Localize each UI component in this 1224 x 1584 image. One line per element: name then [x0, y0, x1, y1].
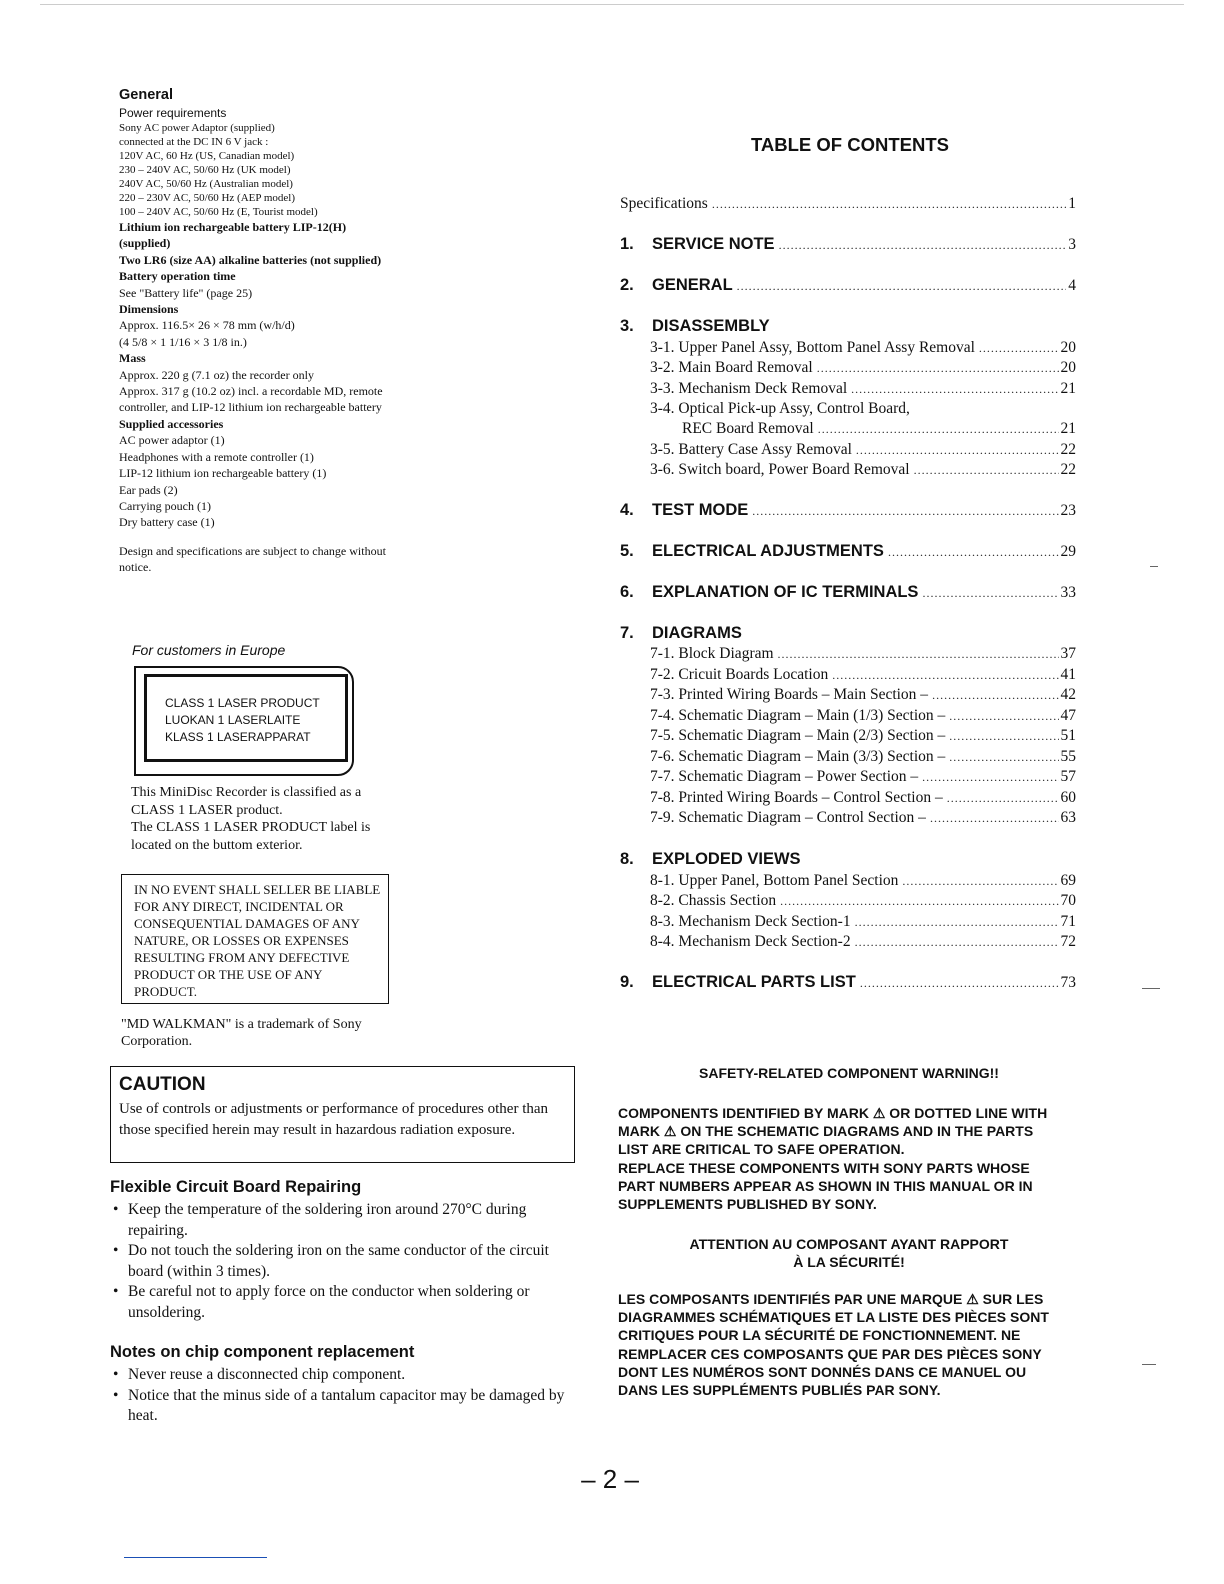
list-item: • Do not touch the soldering iron on the same conductor of the circuit board (within 3 times). — [110, 1241, 576, 1282]
toc-subentry-line[interactable]: 3-4. Optical Pick-up Assy, Control Board, — [650, 400, 910, 417]
safety-title-fr: ATTENTION AU COMPOSANT AYANT RAPPORT À LA SÉCURITÉ! — [689, 1236, 1009, 1271]
safety-warning-en — [618, 1104, 1080, 1213]
toc-subentry[interactable]: 8-4. Mechanism Deck Section-2 ..... 72 — [650, 933, 1076, 951]
bottom-link-line — [124, 1557, 267, 1558]
toc-subentry[interactable]: 7-3. Printed Wiring Boards – Main Section – ..... 42 — [650, 686, 1076, 704]
safety-title: SAFETY-RELATED COMPONENT WARNING!! — [699, 1065, 999, 1081]
accessory-item: LIP-12 lithium ion rechargeable battery (1) — [119, 466, 327, 481]
caution-title: CAUTION — [119, 1074, 206, 1095]
toc-subentry[interactable]: 8-3. Mechanism Deck Section-1 ..... 71 — [650, 913, 1076, 931]
laser-label-line: LUOKAN 1 LASERLAITE — [165, 713, 301, 727]
warning-line: LES COMPOSANTS IDENTIFIÉS PAR UNE MARQUE ⚠ SUR LES — [618, 1291, 1044, 1307]
toc-heading-disassembly[interactable]: 3. DISASSEMBLY — [620, 317, 770, 335]
general-specs — [119, 86, 399, 576]
toc-subentry[interactable]: 7-2. Cricuit Boards Location ..... 41 — [650, 666, 1076, 684]
flexible-board-section — [110, 1176, 576, 1323]
scan-mark — [1142, 1364, 1156, 1365]
battery-operation-title: Battery operation time — [119, 269, 236, 284]
list-item: • Never reuse a disconnected chip component. — [110, 1365, 576, 1386]
dimensions-title: Dimensions — [119, 302, 179, 317]
warning-line: DANS LES SUPPLÉMENTS PUBLIÉS PAR SONY. — [618, 1382, 941, 1399]
mass-line: Approx. 317 g (10.2 oz) incl. a recordable MD, remote controller, and LIP-12 lithium ion rechargeable battery — [119, 384, 383, 415]
dimensions-line: (4 5/8 × 1 1/16 × 3 1/8 in.) — [119, 334, 247, 349]
toc-subentry[interactable]: 7-5. Schematic Diagram – Main (2/3) Section – ..... 51 — [650, 727, 1076, 745]
accessory-item: AC power adaptor (1) — [119, 433, 225, 448]
list-item: • Be careful not to apply force on the conductor when soldering or unsoldering. — [110, 1282, 576, 1323]
power-line: 120V AC, 60 Hz (US, Canadian model) — [119, 150, 295, 162]
warning-line: SUPPLEMENTS PUBLISHED BY SONY. — [618, 1196, 877, 1213]
laser-label-line: KLASS 1 LASERAPPARAT — [165, 730, 311, 744]
page-number: – 2 – — [581, 1464, 639, 1494]
design-note: Design and specifications are subject to change without notice. — [119, 543, 386, 575]
toc-entry-ic-terminals[interactable]: 6. EXPLANATION OF IC TERMINALS ..... 33 — [620, 583, 1076, 602]
laser-classification — [131, 784, 401, 854]
warning-line: REPLACE THESE COMPONENTS WITH SONY PARTS WHOSE — [618, 1159, 1030, 1176]
europe-heading: For customers in Europe — [132, 642, 286, 658]
toc-subentry[interactable]: REC Board Removal ..... 21 — [682, 420, 1076, 438]
scan-mark — [1142, 988, 1160, 989]
caution-box — [110, 1066, 575, 1163]
dimensions-line: Approx. 116.5× 26 × 78 mm (w/h/d) — [119, 318, 295, 333]
toc-subentry[interactable]: 8-1. Upper Panel, Bottom Panel Section ..... 69 — [650, 872, 1076, 890]
laser-label — [144, 674, 348, 762]
list-item: • Keep the temperature of the soldering iron around 270°C during repairing. — [110, 1200, 576, 1241]
lithium-battery: Lithium ion rechargeable battery LIP-12(H) (supplied) — [119, 220, 347, 251]
warning-line: MARK ⚠ ON THE SCHEMATIC DIAGRAMS AND IN THE PARTS — [618, 1123, 1034, 1140]
toc-title: TABLE OF CONTENTS — [750, 134, 949, 155]
toc-subentry[interactable]: 7-1. Block Diagram ..... 37 — [650, 645, 1076, 663]
warning-line: PART NUMBERS APPEAR AS SHOWN IN THIS MANUAL OR IN — [618, 1177, 1033, 1194]
toc-subentry[interactable]: 7-6. Schematic Diagram – Main (3/3) Section – ..... 55 — [650, 748, 1076, 766]
flexible-board-title: Flexible Circuit Board Repairing — [110, 1178, 362, 1196]
list-item: • Notice that the minus side of a tantalum capacitor may be damaged by heat. — [110, 1386, 576, 1427]
label-location-text: The CLASS 1 LASER PRODUCT label is located on the buttom exterior. — [131, 820, 371, 853]
accessory-item: Dry battery case (1) — [119, 515, 215, 530]
warning-line: COMPONENTS IDENTIFIED BY MARK ⚠ OR DOTTED LINE WITH — [618, 1105, 1048, 1121]
warning-line: DIAGRAMMES SCHÉMATIQUES ET LA LISTE DES PIÈCES SONT — [618, 1309, 1049, 1326]
power-line: 100 – 240V AC, 50/60 Hz (E, Tourist model) — [119, 206, 318, 218]
toc-subentry[interactable]: 3-1. Upper Panel Assy, Bottom Panel Assy Removal ..... 20 — [650, 339, 1076, 357]
general-title: General — [119, 87, 173, 103]
power-requirements-title: Power requirements — [119, 106, 227, 120]
warning-line: REMPLACER CES COMPOSANTS QUE PAR DES PIÈCES SONY — [618, 1345, 1042, 1362]
toc-entry-parts-list[interactable]: 9. ELECTRICAL PARTS LIST ..... 73 — [620, 973, 1076, 992]
warning-line: CRITIQUES POUR LA SÉCURITÉ DE FONCTIONNEMENT. NE — [618, 1327, 1021, 1344]
power-line: 230 – 240V AC, 50/60 Hz (UK model) — [119, 164, 291, 176]
warning-line: LIST ARE CRITICAL TO SAFE OPERATION. — [618, 1141, 905, 1158]
power-line: 220 – 230V AC, 50/60 Hz (AEP model) — [119, 192, 295, 204]
mass-title: Mass — [119, 351, 146, 366]
warning-line: DONT LES NUMÉROS SONT DONNÉS DANS CE MANUEL OU — [618, 1363, 1027, 1380]
power-line: connected at the DC IN 6 V jack : — [119, 136, 269, 148]
safety-warning-fr — [618, 1290, 1080, 1399]
accessory-item: Carrying pouch (1) — [119, 498, 211, 513]
toc-subentry[interactable]: 7-7. Schematic Diagram – Power Section – ..... 57 — [650, 768, 1076, 786]
trademark-note: "MD WALKMAN" is a trademark of Sony Corporation. — [121, 1017, 362, 1049]
power-line: 240V AC, 50/60 Hz (Australian model) — [119, 178, 293, 190]
toc-subentry[interactable]: 3-5. Battery Case Assy Removal ..... 22 — [650, 441, 1076, 459]
toc-subentry[interactable]: 7-8. Printed Wiring Boards – Control Section – ..... 60 — [650, 789, 1076, 807]
toc-entry-general[interactable]: 2. GENERAL ..... 4 — [620, 276, 1076, 295]
toc-subentry[interactable]: 7-9. Schematic Diagram – Control Section – ..... 63 — [650, 809, 1076, 827]
power-line: Sony AC power Adaptor (supplied) — [119, 122, 275, 134]
accessories-title: Supplied accessories — [119, 416, 224, 431]
liability-disclaimer: IN NO EVENT SHALL SELLER BE LIABLE FOR ANY DIRECT, INCIDENTAL OR CONSEQUENTIAL DAMAGES OF ANY NATURE, OR LOSSES OR EXPENSES RESULTING FROM ANY DEFECTIVE PRODUCT OR THE USE OF ANY PRODUCT. — [121, 874, 389, 1004]
accessory-item: Headphones with a remote controller (1) — [119, 449, 314, 464]
accessory-item: Ear pads (2) — [119, 482, 178, 497]
chip-component-section — [110, 1341, 576, 1427]
mass-line: Approx. 220 g (7.1 oz) the recorder only — [119, 367, 314, 382]
toc-subentry[interactable]: 3-2. Main Board Removal ..... 20 — [650, 359, 1076, 377]
chip-component-title: Notes on chip component replacement — [110, 1343, 415, 1361]
toc-subentry[interactable]: 3-6. Switch board, Power Board Removal ..... 22 — [650, 461, 1076, 479]
caution-text: Use of controls or adjustments or performance of procedures other than those specified herein may result in hazardous radiation exposure. — [119, 1101, 549, 1138]
toc-subentry[interactable]: 7-4. Schematic Diagram – Main (1/3) Section – ..... 47 — [650, 707, 1076, 725]
toc-entry-electrical-adjustments[interactable]: 5. ELECTRICAL ADJUSTMENTS ..... 29 — [620, 542, 1076, 561]
classification-text: This MiniDisc Recorder is classified as a CLASS 1 LASER product. — [131, 785, 362, 818]
toc-subentry[interactable]: 3-3. Mechanism Deck Removal ..... 21 — [650, 380, 1076, 398]
battery-operation-text: See "Battery life" (page 25) — [119, 285, 253, 300]
laser-label-line: CLASS 1 LASER PRODUCT — [165, 696, 320, 710]
toc-heading-exploded-views[interactable]: 8. EXPLODED VIEWS — [620, 850, 801, 868]
toc-entry-test-mode[interactable]: 4. TEST MODE ..... 23 — [620, 501, 1076, 520]
scan-mark — [1150, 566, 1158, 567]
toc-heading-diagrams[interactable]: 7. DIAGRAMS — [620, 624, 742, 642]
toc-entry-specifications[interactable]: Specifications ..... 1 — [620, 195, 1076, 213]
toc-entry-service-note[interactable]: 1. SERVICE NOTE ..... 3 — [620, 235, 1076, 254]
alkaline-batteries: Two LR6 (size AA) alkaline batteries (not supplied) — [119, 252, 382, 267]
toc-subentry[interactable]: 8-2. Chassis Section ..... 70 — [650, 892, 1076, 910]
top-rule — [40, 4, 1184, 5]
